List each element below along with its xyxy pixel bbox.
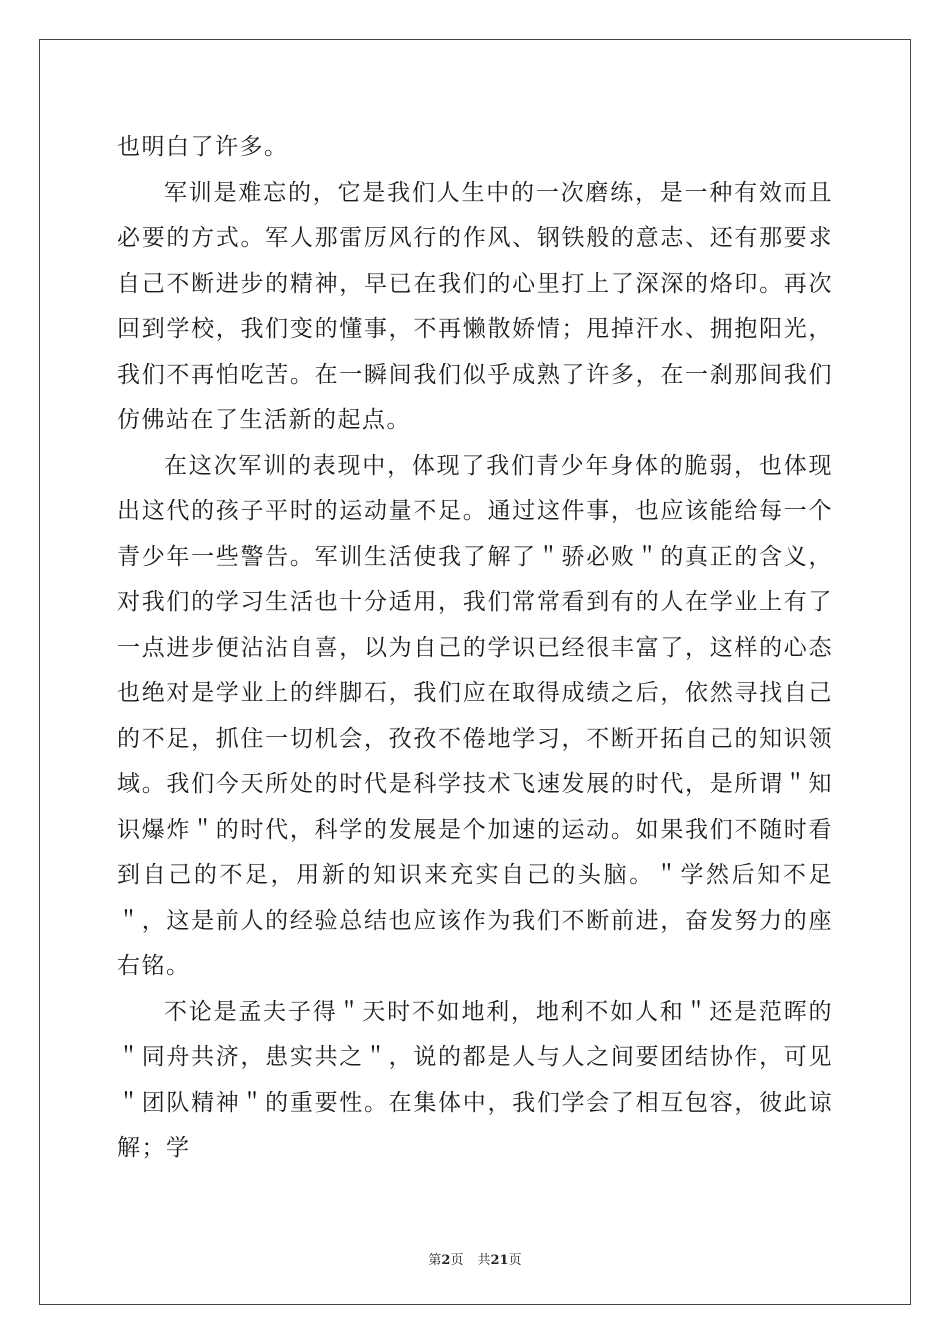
total-pages: 21 [490, 1253, 509, 1268]
total-suffix: 页 [508, 1253, 522, 1268]
paragraph-2: 军训是难忘的，它是我们人生中的一次磨练，是一种有效而且必要的方式。军人那雷厉风行的作风、钢铁般的意志、还有那要求自己不断进步的精神，早已在我们的心里打上了深深的烙印。再次回到学校，我们变的懂事，不再懒散娇情；甩掉汗水、拥抱阳光，我们不再怕吃苦。在一瞬间我们似乎成熟了许多，在一刹那间我们仿佛站在了生活新的起点。 [117, 179, 833, 433]
page-footer [0, 1249, 950, 1268]
paragraph-3: 在这次军训的表现中，体现了我们青少年身体的脆弱，也体现出这代的孩子平时的运动量不足。通过这件事，也应该能给每一个青少年一些警告。军训生活使我了解了＂骄必败＂的真正的含义，对我们的学习生活也十分适用，我们常常看到有的人在学业上有了一点进步便沾沾自喜，以为自己的学识已经很丰富了，这样的心态也绝对是学业上的绊脚石，我们应在取得成绩之后，依然寻找自己的不足，抓住一切机会，孜孜不倦地学习，不断开拓自己的知识领域。我们今天所处的时代是科学技术飞速发展的时代，是所谓＂知识爆炸＂的时代，科学的发展是个加速的运动。如果我们不随时看到自己的不足，用新的知识来充实自己的头脑。＂学然后知不足＂，这是前人的经验总结也应该作为我们不断前进，奋发努力的座右铭。 [117, 452, 833, 979]
total-prefix: 共 [477, 1253, 491, 1268]
document-body [117, 125, 833, 1172]
paragraph-4: 不论是孟夫子得＂天时不如地利，地利不如人和＂还是范晖的＂同舟共济，患实共之＂，说的都是人与人之间要团结协作，可见＂团队精神＂的重要性。在集体中，我们学会了相互包容，彼此谅解；学 [117, 998, 833, 1161]
page-prefix: 第 [428, 1253, 442, 1268]
page-number: 2 [441, 1253, 451, 1268]
page-suffix: 页 [450, 1253, 464, 1268]
paragraph-1: 也明白了许多。 [117, 134, 289, 160]
